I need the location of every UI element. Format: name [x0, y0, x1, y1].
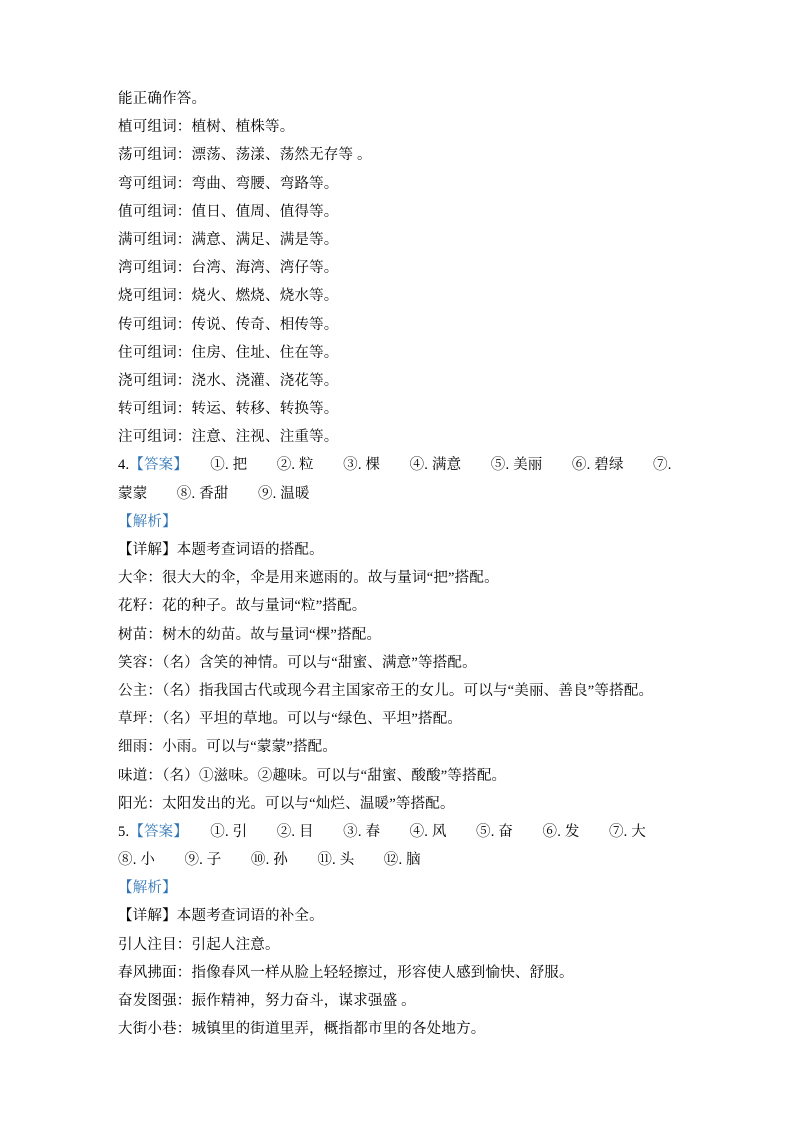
section-label: 【解析】: [118, 513, 177, 530]
text-run: 公主：（名）指我国古代或现今君主国家帝王的女儿。可以与“美丽、善良”等搭配。: [118, 682, 654, 699]
text-run: 引人注目：引起人注意。: [118, 936, 280, 953]
zuci-line-chuan: [118, 311, 758, 339]
text-run: 弯可组词：弯曲、弯腰、弯路等。: [118, 175, 339, 192]
text-run: 细雨：小雨。可以与“蒙蒙”搭配。: [118, 739, 338, 756]
text-run: 烧可组词：烧火、燃烧、烧水等。: [118, 288, 339, 305]
zuci-line-dang: [118, 141, 758, 169]
zuci-line-shao: [118, 282, 758, 310]
document-content: [118, 85, 758, 1043]
explain-xiyu: [118, 733, 758, 761]
xiangjie-4: [118, 536, 758, 564]
answer-5-line-1: [118, 818, 758, 846]
text-run: 能正确作答。: [118, 91, 207, 107]
text-run: 味道：（名）①滋味。②趣味。可以与“甜蜜、酸酸”等搭配。: [118, 767, 507, 784]
section-label: 【答案】: [129, 823, 181, 840]
explain-dasan: [118, 564, 758, 592]
text-run: 浇可组词：浇水、浇灌、浇花等。: [118, 372, 339, 389]
jiexi-label-5: [118, 874, 758, 902]
xiangjie-5: [118, 902, 758, 930]
jiexi-label-4: [118, 508, 758, 536]
explain-dajiexiaoxiang: [118, 1015, 758, 1043]
section-label: 【解析】: [118, 880, 177, 897]
text-run: 【详解】本题考查词语的补全。: [118, 908, 324, 925]
explain-yinrenzhumu: [118, 931, 758, 959]
zuci-line-man: [118, 226, 758, 254]
zuci-line-zhu: [118, 339, 758, 367]
zuci-line-zhi2: [118, 198, 758, 226]
zuci-line-zhu2: [118, 423, 758, 451]
text-run: 值可组词：值日、值周、值得等。: [118, 203, 339, 220]
explain-weidao: [118, 762, 758, 790]
text-run: 阳光：太阳发出的光。可以与“灿烂、温暖”等搭配。: [118, 795, 455, 812]
text-run: 转可组词：转运、转移、转换等。: [118, 401, 339, 418]
explain-huazi: [118, 592, 758, 620]
explain-xiaorong: [118, 649, 758, 677]
zuci-line-zhi: [118, 113, 758, 141]
text-run: 奋发图强：振作精神，努力奋斗，谋求强盛 。: [118, 993, 416, 1009]
text-run: 满可组词：满意、满足、满是等。: [118, 231, 339, 248]
text-run: 大伞：很大大的伞，伞是用来遮雨的。故与量词“把”搭配。: [118, 570, 499, 587]
text-run: 树苗：树木的幼苗。故与量词“棵”搭配。: [118, 626, 382, 643]
text-run: 植可组词：植树、植株等。: [118, 119, 295, 136]
text-run: 蒙蒙 ⑧. 香甜 ⑨. 温暖: [118, 485, 310, 502]
text-run: 花籽：花的种子。故与量词“粒”搭配。: [118, 598, 367, 615]
text-run: 春风拂面：指像春风一样从脸上轻轻擦过，形容使人感到愉快、舒服。: [118, 964, 574, 981]
text-run: 4.: [118, 457, 130, 474]
text-run: ①. 引 ②. 目 ③. 春 ④. 风 ⑤. 奋 ⑥. 发 ⑦. 大: [180, 823, 646, 840]
answer-5-line-2: [118, 846, 758, 874]
text-run: ⑧. 小 ⑨. 子 ⑩. 孙 ⑪. 头 ⑫. 脑: [118, 852, 421, 869]
text-run: 草坪：（名）平坦的草地。可以与“绿色、平坦”搭配。: [118, 711, 463, 728]
text-run: 荡可组词：漂荡、荡漾、荡然无存等 。: [118, 147, 372, 164]
zuci-line-wan: [118, 170, 758, 198]
section-label: 【答案】: [129, 457, 181, 474]
explain-yangguang: [118, 790, 758, 818]
explain-fenfatuqiang: [118, 987, 758, 1015]
text-run: 5.: [118, 823, 130, 840]
text-run: 住可组词：住房、住址、住在等。: [118, 344, 339, 361]
paragraph-tail: [118, 85, 758, 113]
answer-4-line-1: [118, 451, 758, 479]
text-run: 湾可组词：台湾、海湾、湾仔等。: [118, 260, 339, 277]
text-run: 笑容：（名）含笑的神情。可以与“甜蜜、满意”等搭配。: [118, 654, 477, 671]
explain-caoping: [118, 705, 758, 733]
answer-4-line-2: [118, 480, 758, 508]
text-run: 传可组词：传说、传奇、相传等。: [118, 316, 339, 333]
text-run: 大街小巷：城镇里的街道里弄，概指都市里的各处地方。: [118, 1021, 486, 1038]
explain-gongzhu: [118, 677, 758, 705]
text-run: 注可组词：注意、注视、注重等。: [118, 429, 339, 446]
zuci-line-zhuan: [118, 395, 758, 423]
text-run: ①. 把 ②. 粒 ③. 棵 ④. 满意 ⑤. 美丽 ⑥. 碧绿 ⑦.: [180, 457, 672, 474]
zuci-line-jiao: [118, 367, 758, 395]
explain-chunfengfumian: [118, 959, 758, 987]
text-run: 【详解】本题考查词语的搭配。: [118, 542, 324, 558]
zuci-line-wan2: [118, 254, 758, 282]
explain-shumiao: [118, 621, 758, 649]
